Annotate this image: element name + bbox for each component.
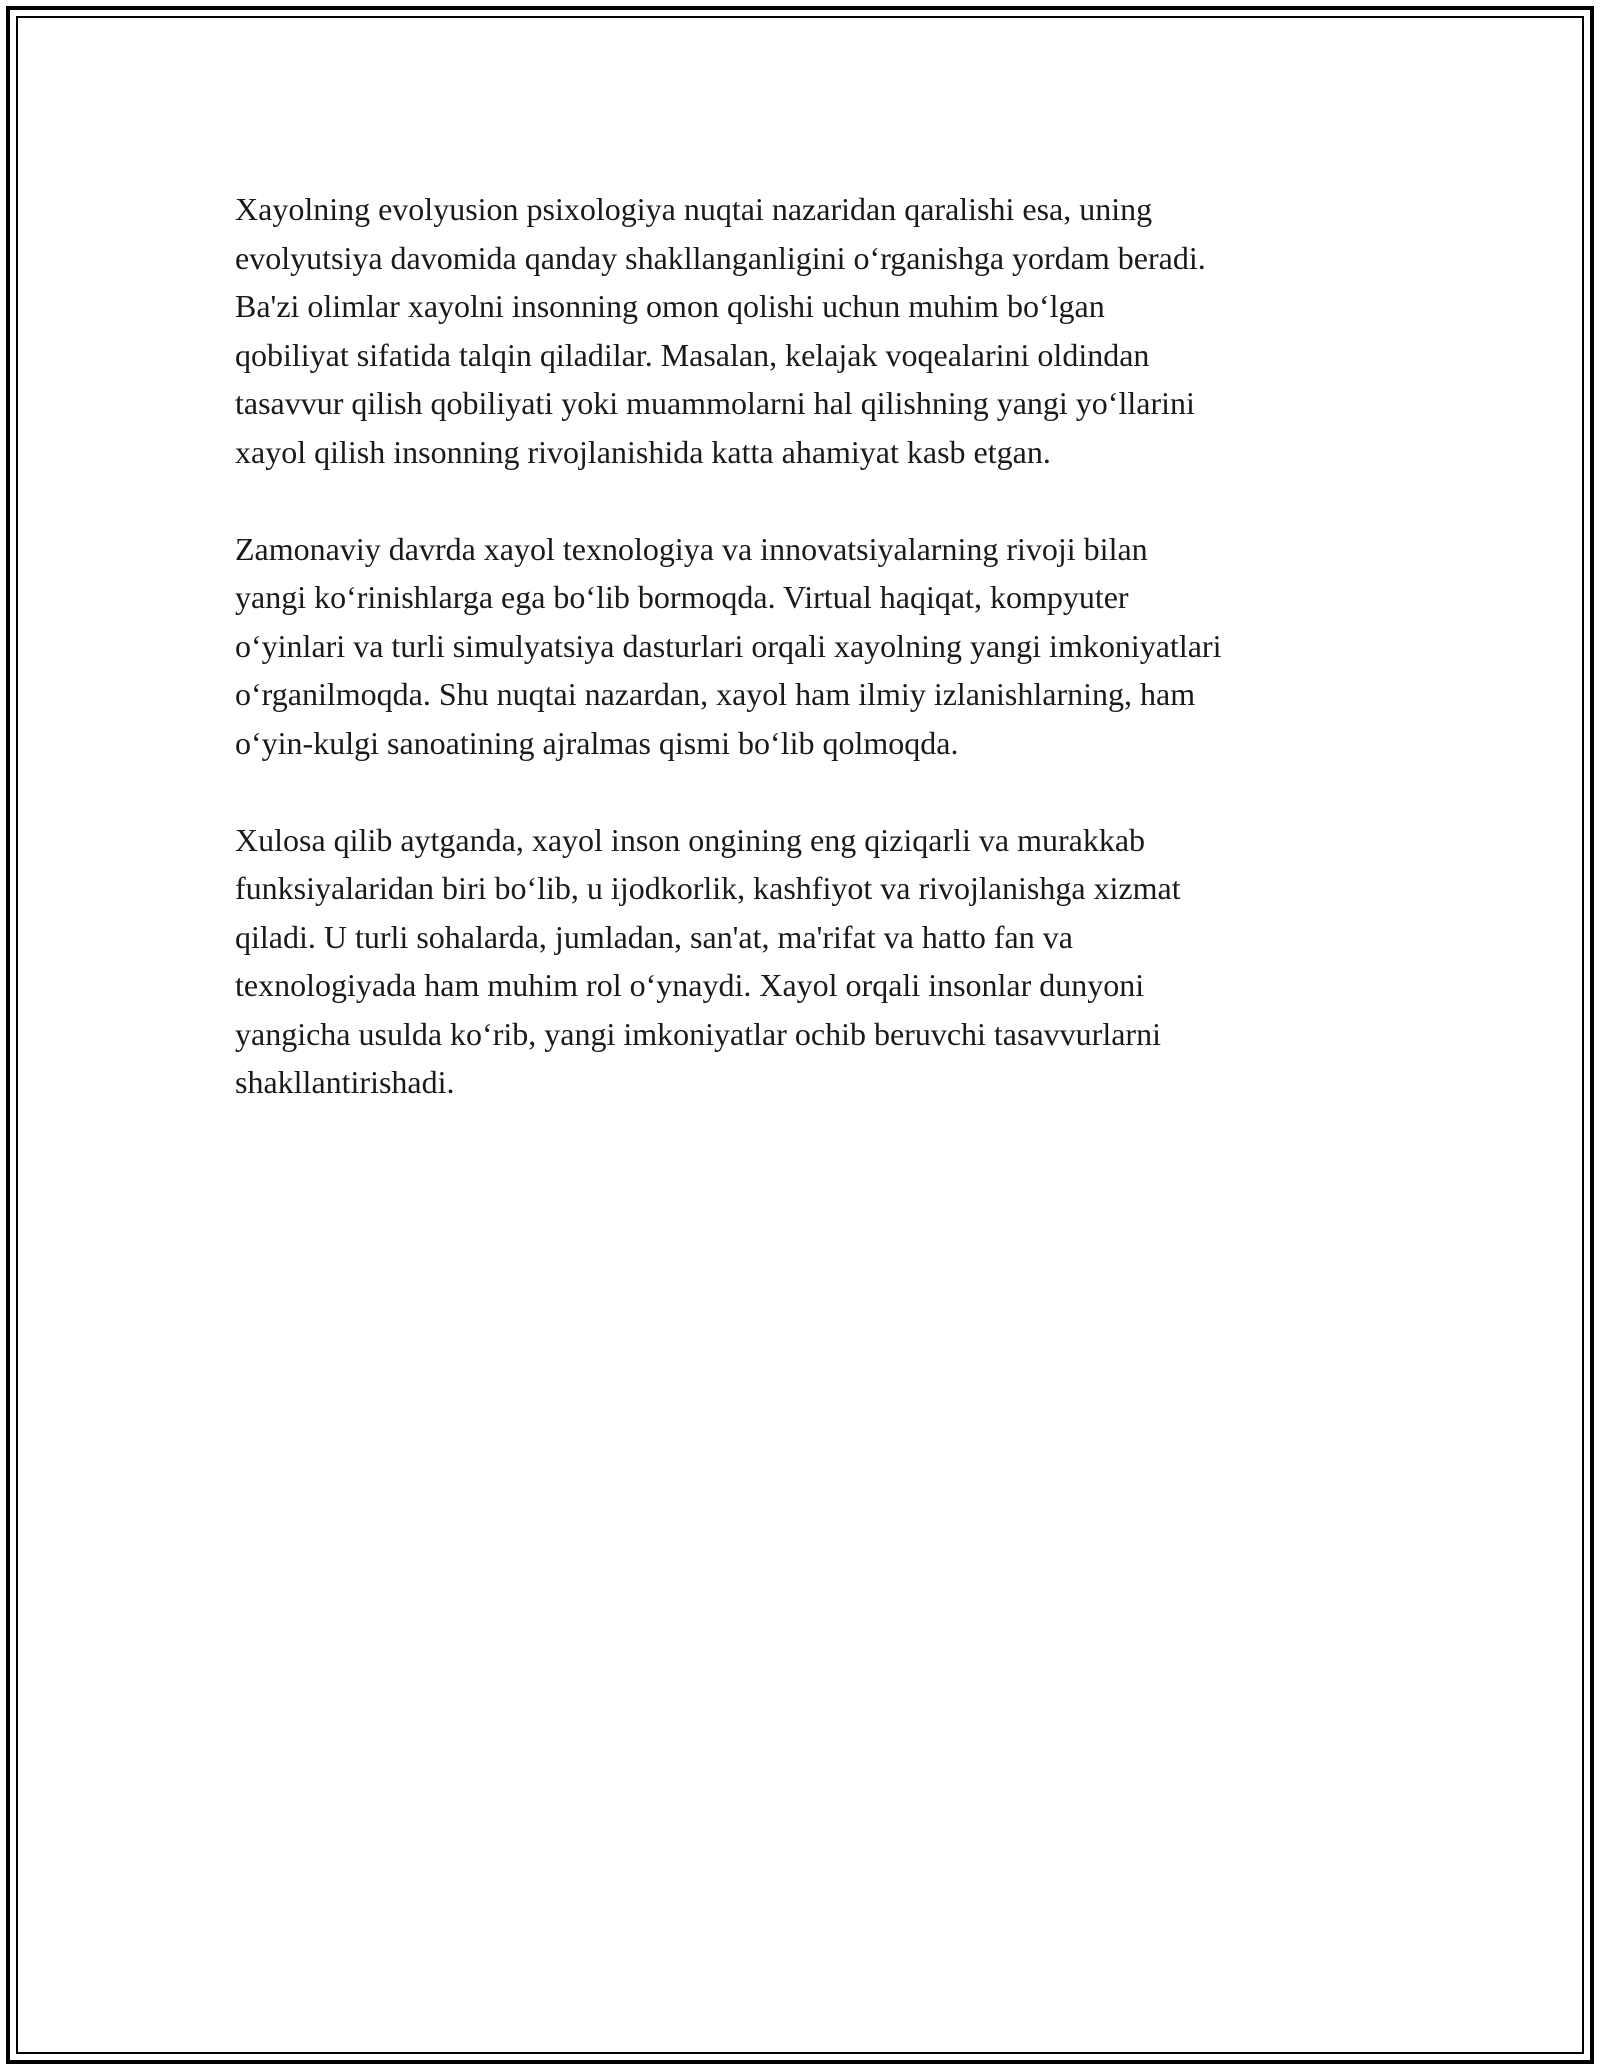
text-line: shakllantirishadi. [235,1064,455,1100]
text-line: Ba'zi olimlar xayolni insonning omon qolishi uchun muhim bo‘lgan [235,288,1105,324]
text-line: yangi ko‘rinishlarga ega bo‘lib bormoqda. Virtual haqiqat, kompyuter [235,579,1129,615]
text-line: Zamonaviy davrda xayol texnologiya va innovatsiyalarning rivoji bilan [235,530,1148,567]
document-body [235,185,1385,1155]
paragraph-modern-technology [235,525,1385,768]
paragraph-evolutionary-psychology [235,185,1385,476]
text-line: xayol qilish insonning rivojlanishida katta ahamiyat kasb etgan. [235,433,1051,470]
text-line: qiladi. U turli sohalarda, jumladan, san'at, ma'rifat va hatto fan va [235,918,1073,955]
text-line: o‘rganilmoqda. Shu nuqtai nazardan, xayol ham ilmiy izlanishlarning, ham [235,676,1196,712]
text-line: o‘yin-kulgi sanoatining ajralmas qismi bo‘lib qolmoqda. [235,724,959,761]
text-line: Xulosa qilib aytganda, xayol inson ongining eng qiziqarli va murakkab [235,821,1146,858]
text-line: yangicha usulda ko‘rib, yangi imkoniyatlar ochib beruvchi tasavvurlarni [235,1015,1161,1052]
text-line: Xayolning evolyusion psixologiya nuqtai nazaridan qaralishi esa, uning [235,191,1153,227]
text-line: tasavvur qilish qobiliyati yoki muammolarni hal qilishning yangi yo‘llarini [235,385,1195,421]
text-line: evolyutsiya davomida qanday shakllanganligini o‘rganishga yordam beradi. [235,239,1206,276]
paragraph-conclusion [235,816,1385,1107]
text-line: o‘yinlari va turli simulyatsiya dasturlari orqali xayolning yangi imkoniyatlari [235,627,1222,664]
text-line: qobiliyat sifatida talqin qiladilar. Masalan, kelajak voqealarini oldindan [235,336,1150,373]
text-line: funksiyalaridan biri bo‘lib, u ijodkorlik, kashfiyot va rivojlanishga xizmat [235,870,1181,906]
text-line: texnologiyada ham muhim rol o‘ynaydi. Xayol orqali insonlar dunyoni [235,967,1145,1003]
